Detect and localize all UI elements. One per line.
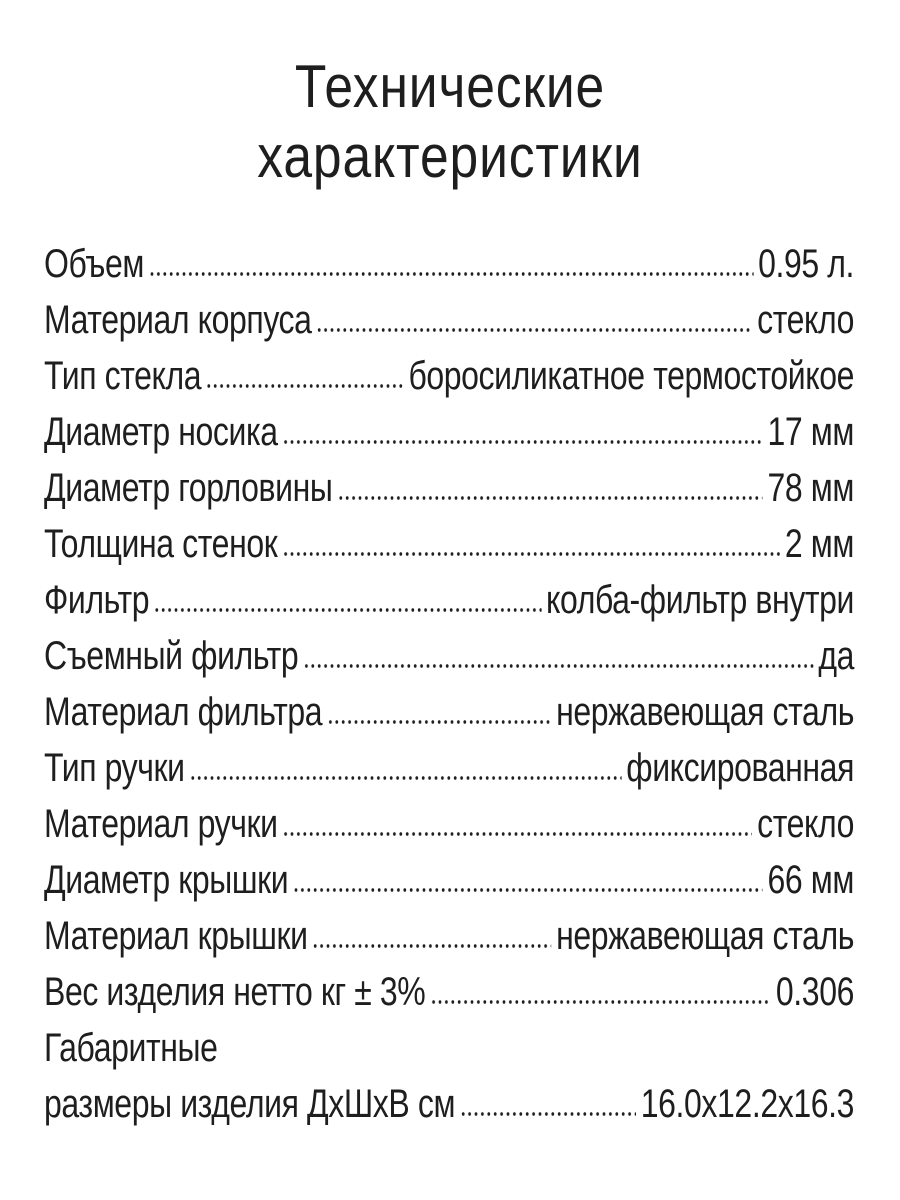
dot-leader [282,829,752,839]
spec-value: 66 мм [767,858,854,902]
spec-row-neck-diameter [44,460,854,516]
spec-label: Объем [44,242,144,286]
title-line-1: Технические [294,53,606,120]
spec-value: стекло [757,802,854,846]
spec-value: фиксированная [626,746,854,790]
spec-value: боросиликатное термостойкое [408,354,854,398]
spec-label: Съемный фильтр [44,634,299,678]
spec-value: стекло [757,298,854,342]
spec-value: 2 мм [784,522,854,566]
spec-label: Материал ручки [44,802,278,846]
dot-leader [460,1109,636,1119]
dot-leader [316,325,752,335]
dot-leader [312,941,551,951]
spec-label: Диаметр крышки [44,858,289,902]
dot-leader [303,661,813,671]
spec-label: Материал корпуса [44,298,312,342]
spec-row-filter [44,572,854,628]
spec-row-dimensions [44,1076,854,1132]
spec-row-body-material [44,292,854,348]
dot-leader [149,269,754,279]
spec-row-net-weight [44,964,854,1020]
spec-value: 0.95 л. [758,242,854,286]
spec-value: 17 мм [767,410,854,454]
spec-row-filter-material [44,684,854,740]
spec-label: Диаметр носика [44,410,278,454]
spec-label: Тип ручки [44,746,185,790]
dot-leader [327,717,551,727]
spec-row-handle-type [44,740,854,796]
spec-row-dimensions-label [44,1020,854,1076]
spec-value: колба-фильтр внутри [546,578,854,622]
spec-value: 78 мм [767,466,854,510]
spec-label: Толщина стенок [44,522,278,566]
spec-label: Фильтр [44,578,150,622]
spec-label: Материал фильтра [44,690,323,734]
spec-row-lid-material [44,908,854,964]
dot-leader [189,773,621,783]
spec-row-volume [44,236,854,292]
spec-row-lid-diameter [44,852,854,908]
dot-leader [154,605,541,615]
dot-leader [337,493,762,503]
spec-row-removable-filter [44,628,854,684]
spec-value: да [818,634,854,678]
spec-label: Вес изделия нетто кг ± 3% [44,970,426,1014]
spec-row-wall-thickness [44,516,854,572]
dot-leader [293,885,763,895]
spec-value: 0.306 [775,970,854,1014]
spec-value: нержавеющая сталь [556,914,854,958]
specs-list [44,236,854,1132]
spec-label: Тип стекла [44,354,202,398]
spec-row-handle-material [44,796,854,852]
spec-row-spout-diameter [44,404,854,460]
dot-leader [282,437,762,447]
spec-row-glass-type [44,348,854,404]
spec-label: Материал крышки [44,914,308,958]
dot-leader [430,997,771,1007]
spec-label: Диаметр горловины [44,466,333,510]
page-title [63,52,837,192]
dot-leader [206,381,404,391]
spec-value: нержавеющая сталь [556,690,854,734]
spec-label: размеры изделия ДхШхВ см [44,1082,456,1126]
spec-value: 16.0х12.2х16.3 [640,1082,854,1126]
title-line-2: характеристики [257,123,643,190]
dot-leader [282,549,780,559]
spec-label: Габаритные [44,1026,218,1070]
